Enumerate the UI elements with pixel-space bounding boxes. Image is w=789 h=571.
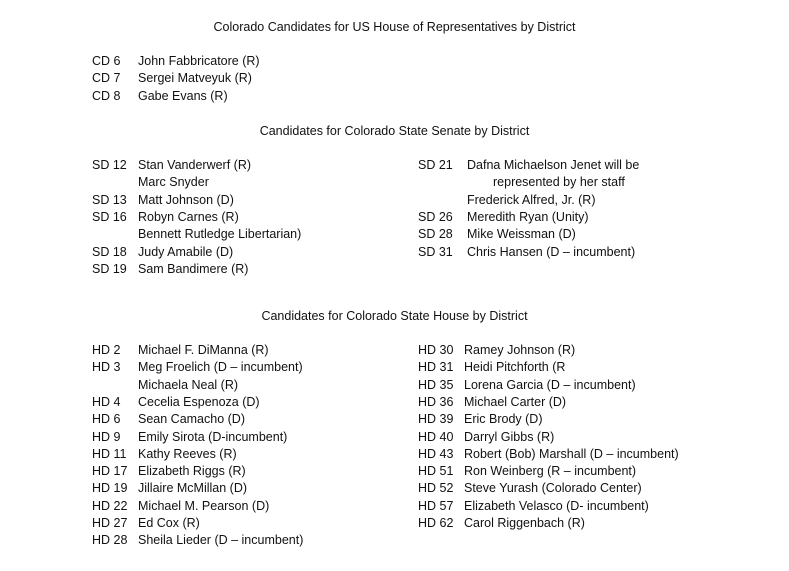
- district-code: HD 28: [92, 533, 128, 548]
- candidate-name: Chris Hansen (D – incumbent): [467, 244, 636, 259]
- candidate-name: Meredith Ryan (Unity): [467, 209, 589, 224]
- candidate-name: Robert (Bob) Marshall (D – incumbent): [464, 446, 679, 461]
- candidate-name: Mike Weissman (D): [467, 227, 576, 242]
- district-code: HD 62: [418, 516, 454, 530]
- district-code: SD 28: [418, 227, 453, 242]
- candidate-name: Elizabeth Riggs (R): [138, 464, 246, 479]
- candidate-name: Heidi Pitchforth (R: [464, 360, 566, 375]
- district-code: HD 52: [418, 481, 454, 496]
- candidate-name: Michael F. DiManna (R): [138, 343, 269, 357]
- district-code: HD 39: [418, 412, 454, 427]
- candidate-name: Kathy Reeves (R): [138, 446, 237, 461]
- candidate-name: Ron Weinberg (R – incumbent): [464, 464, 637, 479]
- candidate-name: Michael M. Pearson (D): [138, 498, 270, 513]
- candidate-name: Meg Froelich (D – incumbent): [138, 360, 303, 375]
- district-code: HD 40: [418, 429, 454, 444]
- candidate-name: Sheila Lieder (D – incumbent): [138, 533, 304, 548]
- candidate-name: Michael Carter (D): [464, 394, 567, 409]
- candidate-name: Marc Snyder: [138, 175, 209, 190]
- candidate-name: Eric Brody (D): [464, 412, 543, 427]
- district-code: HD 51: [418, 464, 454, 479]
- candidate-name: Gabe Evans (R): [138, 88, 228, 103]
- district-code: HD 31: [418, 360, 454, 375]
- candidate-name: Bennett Rutledge Libertarian): [138, 227, 302, 242]
- district-code: SD 13: [92, 192, 127, 207]
- district-code: SD 16: [92, 209, 127, 224]
- candidate-name: Steve Yurash (Colorado Center): [464, 481, 642, 496]
- district-code: HD 43: [418, 446, 454, 461]
- candidate-name: Carol Riggenbach (R): [464, 516, 585, 530]
- district-code: HD 6: [92, 412, 121, 427]
- candidate-name: Sam Bandimere (R): [138, 261, 249, 276]
- candidate-name: Emily Sirota (D-incumbent): [138, 429, 288, 444]
- state-house-heading: Candidates for Colorado State House by District: [261, 309, 528, 323]
- district-code: SD 31: [418, 244, 453, 259]
- candidate-name: Elizabeth Velasco (D- incumbent): [464, 498, 649, 513]
- candidate-name: Matt Johnson (D): [138, 192, 234, 207]
- district-code: HD 35: [418, 377, 454, 392]
- district-code: SD 12: [92, 158, 127, 172]
- district-code: HD 17: [92, 464, 128, 479]
- district-code: SD 26: [418, 209, 453, 224]
- candidate-name: Lorena Garcia (D – incumbent): [464, 377, 636, 392]
- candidate-name: John Fabbricatore (R): [138, 54, 260, 68]
- candidate-name: Cecelia Espenoza (D): [138, 394, 260, 409]
- district-code: SD 21: [418, 158, 453, 172]
- candidate-name: Dafna Michaelson Jenet will be: [467, 158, 640, 172]
- district-code: CD 8: [92, 88, 121, 103]
- candidate-name: Ramey Johnson (R): [464, 343, 576, 357]
- candidate-name: Frederick Alfred, Jr. (R): [467, 192, 596, 207]
- district-code: HD 3: [92, 360, 121, 375]
- candidate-name: represented by her staff: [493, 175, 625, 190]
- district-code: HD 30: [418, 343, 454, 357]
- candidate-name: Darryl Gibbs (R): [464, 429, 555, 444]
- us-house-heading: Colorado Candidates for US House of Representatives by District: [213, 20, 576, 34]
- candidate-name: Ed Cox (R): [138, 516, 200, 530]
- candidate-name: Stan Vanderwerf (R): [138, 158, 252, 172]
- district-code: HD 9: [92, 429, 121, 444]
- candidate-name: Michaela Neal (R): [138, 377, 239, 392]
- candidate-name: Sean Camacho (D): [138, 412, 245, 427]
- candidate-name: Judy Amabile (D): [138, 244, 234, 259]
- district-code: HD 22: [92, 498, 128, 513]
- district-code: SD 19: [92, 261, 127, 276]
- district-code: HD 57: [418, 498, 454, 513]
- candidate-name: Jillaire McMillan (D): [138, 481, 248, 496]
- district-code: HD 11: [92, 446, 127, 461]
- state-senate-heading: Candidates for Colorado State Senate by District: [259, 124, 530, 138]
- district-code: HD 19: [92, 481, 128, 496]
- district-code: SD 18: [92, 244, 127, 259]
- district-code: HD 36: [418, 394, 454, 409]
- district-code: HD 2: [92, 343, 121, 357]
- district-code: HD 4: [92, 394, 121, 409]
- district-code: CD 6: [92, 54, 121, 68]
- district-code: CD 7: [92, 71, 121, 86]
- district-code: HD 27: [92, 516, 128, 530]
- candidate-name: Robyn Carnes (R): [138, 209, 239, 224]
- candidate-name: Sergei Matveyuk (R): [138, 71, 252, 86]
